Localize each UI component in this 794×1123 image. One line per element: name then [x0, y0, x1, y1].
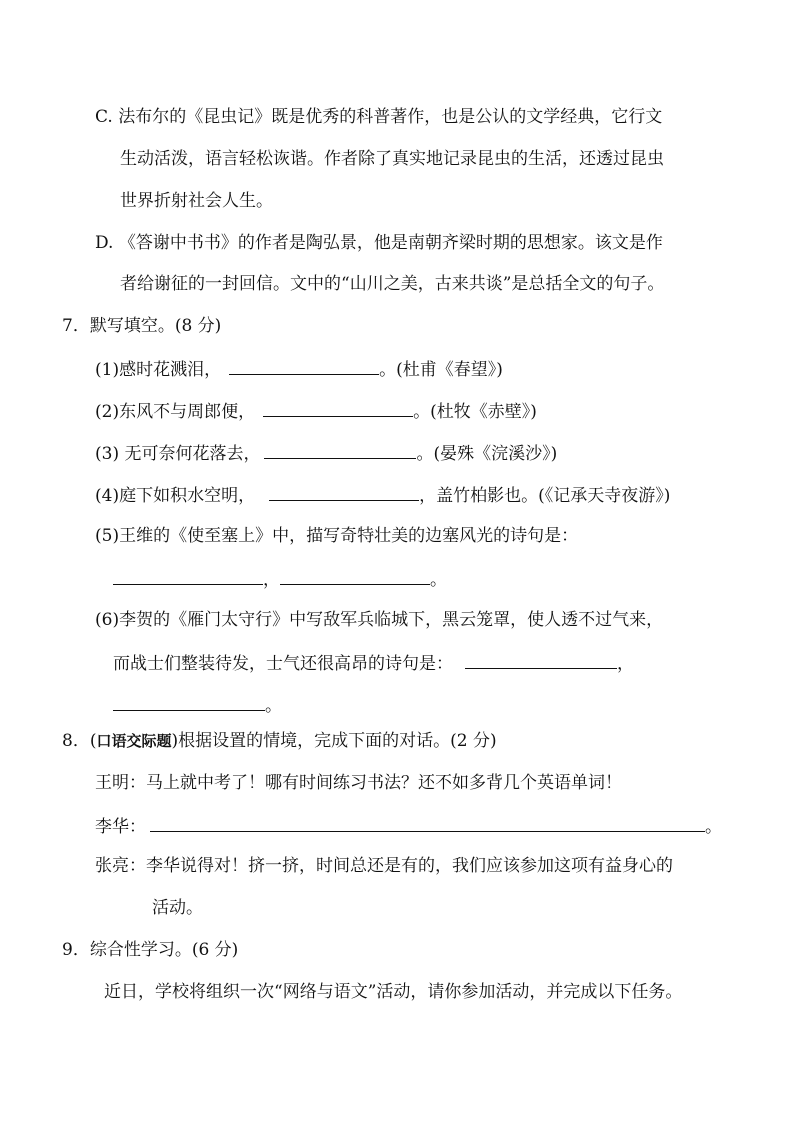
q7-item-2 [95, 398, 537, 424]
q7-item-5-answers [113, 566, 447, 592]
option-d-line-1: D. 《答谢中书书》的作者是陶弘景，他是南朝齐梁时期的思想家。该文是作 [95, 233, 663, 253]
q8-title [62, 729, 497, 753]
q7-item-3-source: 。(晏殊《浣溪沙》) [416, 444, 558, 464]
q7-item-5-prompt: (5)王维的《使至塞上》中，描写奇特壮美的边塞风光的诗句是： [95, 526, 579, 546]
q8-wangming-line: 王明：马上就中考了！哪有时间练习书法？还不如多背几个英语单词！ [95, 773, 622, 793]
q7-item-6-line-1: (6)李贺的《雁门太守行》中写敌军兵临城下，黑云笼罩，使人透不过气来， [95, 610, 664, 630]
q7-item-6-end: 。 [265, 696, 282, 716]
q7-item-3-prompt: (3) 无可奈何花落去， [95, 444, 261, 464]
q8-zhangliang-line-1: 张亮：李华说得对！挤一挤，时间总还是有的，我们应该参加这项有益身心的 [95, 856, 673, 876]
q7-item-2-source: 。(杜牧《赤壁》) [413, 402, 537, 422]
q7-item-1-blank[interactable] [229, 356, 379, 375]
q8-title-text: )根据设置的情境，完成下面的对话。(2 分) [171, 731, 497, 751]
q7-item-3 [95, 440, 557, 466]
q9-title: 9．综合性学习。(6 分) [62, 940, 239, 960]
q8-lihua-label: 李华： [95, 817, 146, 837]
option-c-line-2: 生动活泼，语言轻松诙谐。作者除了真实地记录昆虫的生活，还透过昆虫 [120, 149, 664, 169]
q7-item-5-blank-1[interactable] [113, 566, 263, 585]
q9-intro: 近日，学校将组织一次“网络与语文”活动，请你参加活动，并完成以下任务。 [104, 982, 683, 1002]
option-c-line-1: C. 法布尔的《昆虫记》既是优秀的科普著作，也是公认的文学经典，它行文 [95, 107, 663, 127]
q7-item-4-blank[interactable] [269, 482, 419, 501]
q7-item-5-blank-2[interactable] [280, 566, 430, 585]
option-c-line-3: 世界折射社会人生。 [120, 191, 273, 211]
q8-lihua-end: 。 [705, 817, 722, 837]
q7-item-4 [95, 482, 670, 508]
q7-item-6-blank-2[interactable] [113, 692, 265, 711]
q7-item-6-line-3 [113, 692, 282, 718]
q7-item-4-prompt: (4)庭下如积水空明， [95, 486, 256, 506]
q7-item-5-separator: ， [263, 570, 280, 590]
q7-item-2-prompt: (2)东风不与周郎便， [95, 402, 256, 422]
q7-item-2-blank[interactable] [263, 398, 413, 417]
q7-title: 7．默写填空。(8 分) [62, 316, 222, 336]
q7-item-1-source: 。(杜甫《春望》) [379, 360, 503, 380]
q8-lihua-line [95, 813, 722, 839]
q7-item-6-line-2 [113, 650, 634, 676]
q7-item-6-separator: ， [617, 654, 634, 674]
q7-item-6-prompt: 而战士们整装待发，士气还很高昂的诗句是： [113, 654, 453, 674]
q8-type-tag: 口语交际题 [96, 732, 172, 750]
q8-number: 8．( [62, 731, 97, 751]
q7-item-1-prompt: (1)感时花溅泪， [95, 360, 222, 380]
q7-item-4-source: ，盖竹柏影也。(《记承天寺夜游》) [419, 486, 671, 506]
q8-zhangliang-line-2: 活动。 [152, 898, 203, 918]
q8-lihua-answer-blank[interactable] [150, 813, 705, 832]
q7-item-6-blank-1[interactable] [465, 650, 617, 669]
q7-item-3-blank[interactable] [264, 440, 416, 459]
option-d-line-2: 者给谢征的一封回信。文中的“山川之美，古来共谈”是总括全文的句子。 [120, 274, 665, 294]
q7-item-5-end: 。 [430, 570, 447, 590]
q7-item-1 [95, 356, 503, 382]
